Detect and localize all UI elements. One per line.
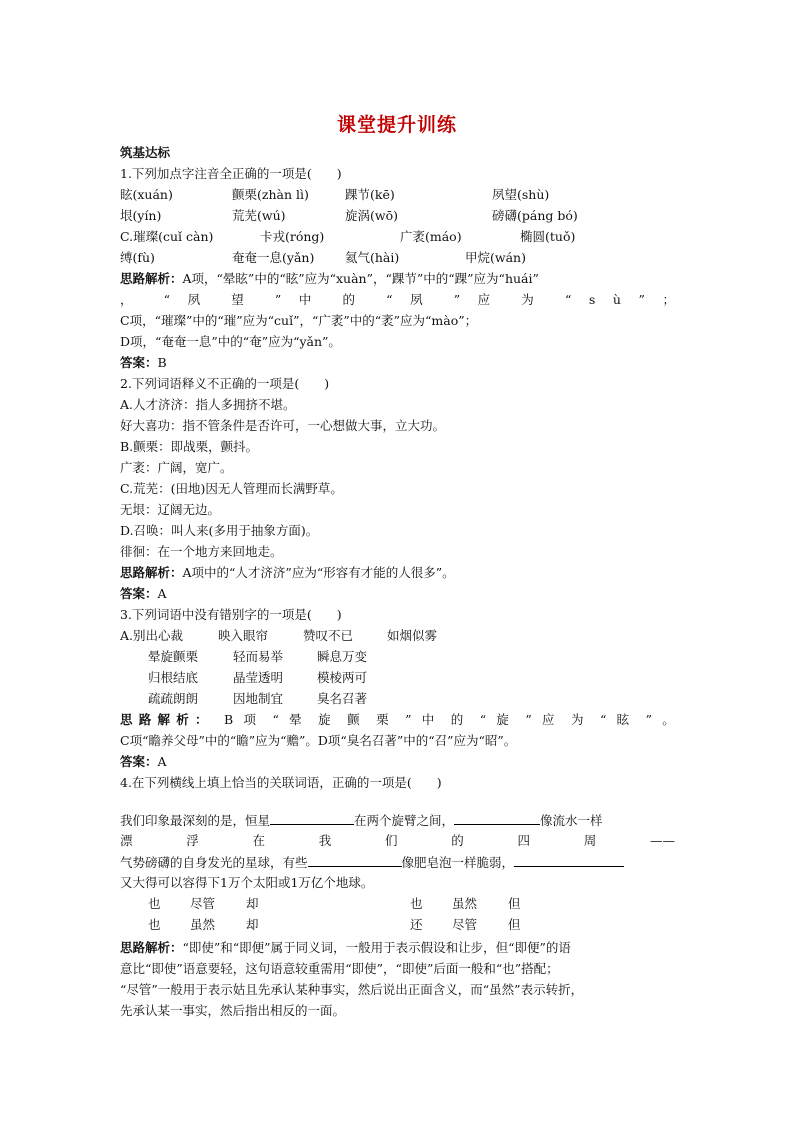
q3-item: 臭名召著	[317, 691, 368, 706]
analysis-char: 中	[298, 292, 325, 307]
passage-char: 在	[252, 833, 290, 848]
q1-analysis-justified	[120, 292, 675, 308]
analysis-text: “即使”和“即便”属于同义词，一般用于表示假设和让步，但“即便”的语	[182, 940, 571, 955]
q3-item: A.别出心裁	[120, 628, 184, 643]
analysis-char: ，	[120, 292, 147, 307]
analysis-char: 为	[521, 292, 548, 307]
q4-option-word: 也	[148, 917, 161, 932]
analysis-char: 眩	[616, 712, 636, 727]
q1-item: 磅礴(páng bó)	[492, 208, 578, 223]
q3-analysis-justified	[120, 712, 675, 728]
q3-analysis-line: C项“瞻养父母”中的“瞻”应为“赡”。D项“臭名召著”中的“召”应为“昭”。	[120, 733, 517, 748]
analysis-char: ”	[274, 292, 282, 307]
analysis-char: 旋	[318, 712, 337, 727]
page-title: 课堂提升训练	[336, 114, 457, 136]
analysis-char: “	[163, 292, 171, 307]
q4-option-word: 却	[246, 896, 259, 911]
q3-item: 因地制宜	[233, 691, 284, 706]
q3-answer	[120, 754, 167, 770]
answer-label: 答案：	[120, 586, 158, 601]
analysis-char: 颤	[347, 712, 366, 727]
analysis-char: “	[564, 292, 572, 307]
q4-option-word: 也	[410, 896, 423, 911]
q3-item: 疏疏朗朗	[148, 691, 199, 706]
q4-analysis-line: “尽管”一般用于表示姑且先承认某种事实，然后说出正面含义，而“虽然”表示转折，	[120, 982, 584, 997]
q1-stem: 1.下列加点字注音全正确的一项是( )	[120, 166, 342, 181]
q2-line: C.荒芜：(田地)因无人管理而长满野草。	[120, 481, 343, 496]
q4-passage-line: 又大得可以容得下1万个太阳或1万亿个地球。	[120, 875, 374, 890]
q4-stem: 4.在下列横线上填上恰当的关联词语，正确的一项是( )	[120, 775, 442, 790]
q2-line: 广袤：广阔，宽广。	[120, 460, 233, 475]
passage-char: 的	[451, 833, 489, 848]
passage-char: 浮	[186, 833, 224, 848]
q2-line: 无垠：辽阔无边。	[120, 502, 221, 517]
q4-option-word: 却	[246, 917, 259, 932]
q4-text: 在两个旋臂之间，	[354, 813, 455, 828]
analysis-char: 中	[421, 712, 441, 727]
q4-option-word: 尽管	[452, 917, 478, 932]
analysis-char: 旋	[496, 712, 516, 727]
passage-char: 我	[318, 833, 357, 848]
analysis-char: “	[479, 712, 487, 727]
analysis-char: “	[386, 292, 393, 307]
analysis-char: ”	[638, 292, 645, 307]
q4-text: 像肥皂泡一样脆弱，	[401, 855, 515, 870]
analysis-char: 夙	[187, 292, 214, 307]
fill-blank-2[interactable]	[454, 812, 540, 825]
section-heading: 筑基达标	[120, 145, 171, 160]
q4-option-word: 也	[148, 896, 161, 911]
analysis-char: 望	[231, 292, 258, 307]
q3-item: 归根结底	[148, 670, 199, 685]
q4-text: 像流水一样	[540, 813, 603, 828]
answer-value: A	[157, 586, 167, 601]
q1-item: 荒芜(wú)	[232, 208, 286, 223]
passage-char: ——	[650, 833, 675, 848]
analysis-label: 思路解析：	[120, 271, 183, 286]
q1-item: 踝节(kē)	[345, 187, 395, 202]
q3-item: 如烟似雾	[387, 628, 438, 643]
q4-text: 气势磅礴的自身发光的星球，有些	[120, 855, 308, 870]
q3-item: 瞬息万变	[317, 649, 368, 664]
answer-value: A	[157, 754, 167, 769]
q4-option-word: 虽然	[190, 917, 216, 932]
analysis-char: ；	[662, 292, 675, 307]
fill-blank-4[interactable]	[514, 854, 624, 867]
analysis-text: A项，“晕眩”中的“眩”应为“xuàn”，“踝节”中的“踝”应为“huái”	[182, 271, 539, 286]
answer-label: 答案：	[120, 754, 158, 769]
analysis-char: ”	[405, 712, 412, 727]
analysis-label: 思路解析：	[120, 565, 183, 580]
q1-item: 椭圆(tuǒ)	[520, 229, 576, 244]
q3-item: 模棱两可	[317, 670, 368, 685]
q4-text: 我们印象最深刻的是，恒星	[120, 813, 271, 828]
q1-analysis-line: C项，“璀璨”中的“璀”应为“cuǐ”，“广袤”中的“袤”应为“mào”；	[120, 313, 478, 328]
analysis-char: ù	[612, 292, 621, 307]
analysis-char: “	[272, 712, 279, 727]
q2-line: B.颤栗：即战栗，颤抖。	[120, 439, 259, 454]
q1-analysis-line: D项，“奄奄一息”中的“奄”应为“yǎn”。	[120, 334, 341, 349]
analysis-char: s	[588, 292, 596, 307]
q1-item: 垠(yín)	[120, 208, 162, 223]
answer-value: B	[157, 355, 167, 370]
q4-option-word: 尽管	[190, 896, 216, 911]
analysis-char: 。	[662, 712, 675, 727]
fill-blank-3[interactable]	[308, 854, 402, 867]
analysis-char: 的	[450, 712, 470, 727]
q1-analysis	[120, 271, 539, 287]
q1-item: 缚(fù)	[120, 250, 155, 265]
q2-line: A.人才济济：指人多拥挤不堪。	[120, 397, 296, 412]
q4-analysis-line: 先承认某一事实，然后指出相反的一面。	[120, 1003, 346, 1018]
q4-passage-line	[120, 854, 624, 871]
q4-analysis-line: 意比“即使”语意要轻，这句语意较重需用“即使”，“即使”后面一般和“也”搭配；	[120, 961, 559, 976]
analysis-label: 思路解析：	[120, 940, 183, 955]
analysis-char: 栗	[376, 712, 395, 727]
q1-item: 氦气(hài)	[345, 250, 400, 265]
q1-item: C.璀璨(cuǐ càn)	[120, 229, 214, 244]
q3-item: 赞叹不已	[303, 628, 354, 643]
q3-item: 晕旋颤栗	[148, 649, 199, 664]
q1-item: 夙望(shù)	[492, 187, 550, 202]
q1-item: 甲烷(wán)	[465, 250, 526, 265]
q1-item: 眩(xuán)	[120, 187, 173, 202]
passage-char: 们	[385, 833, 423, 848]
analysis-char: B	[224, 712, 234, 727]
q1-item: 广袤(máo)	[400, 229, 462, 244]
q2-line: 好大喜功：指不管条件是否许可，一心想做大事，立大功。	[120, 418, 446, 433]
q2-analysis	[120, 565, 455, 581]
analysis-char: “	[599, 712, 607, 727]
analysis-char: ”	[525, 712, 532, 727]
q3-item: 晶莹透明	[233, 670, 284, 685]
analysis-label: 思路解析：	[120, 712, 214, 727]
q3-item: 轻而易举	[233, 649, 284, 664]
q4-option-word: 但	[508, 917, 521, 932]
q2-line: D.召唤：叫人来(多用于抽象方面)。	[120, 523, 319, 538]
analysis-char: ”	[453, 292, 461, 307]
q1-item: 卡戎(róng)	[260, 229, 325, 244]
passage-char: 周	[583, 833, 622, 848]
analysis-char: ”	[645, 712, 652, 727]
analysis-char: 的	[342, 292, 369, 307]
q1-answer	[120, 355, 167, 371]
q3-stem: 3.下列词语中没有错别字的一项是( )	[120, 607, 342, 622]
q2-stem: 2.下列词语释义不正确的一项是( )	[120, 376, 330, 391]
q2-line: 徘徊：在一个地方来回地走。	[120, 544, 283, 559]
passage-char: 四	[517, 833, 555, 848]
analysis-char: 应	[477, 292, 504, 307]
analysis-char: 晕	[289, 712, 308, 727]
q1-item: 旋涡(wō)	[345, 208, 398, 223]
analysis-char: 夙	[410, 292, 437, 307]
q4-passage-justified	[120, 833, 675, 849]
analysis-text: A项中的“人才济济”应为“形容有才能的人很多”。	[182, 565, 455, 580]
q4-analysis	[120, 940, 571, 956]
passage-char: 漂	[120, 833, 158, 848]
analysis-char: 项	[243, 712, 263, 727]
q2-answer	[120, 586, 167, 602]
q4-option-word: 虽然	[452, 896, 478, 911]
q4-option-word: 还	[410, 917, 423, 932]
analysis-char: 应	[541, 712, 561, 727]
analysis-char: 为	[570, 712, 590, 727]
answer-label: 答案：	[120, 355, 158, 370]
q4-option-word: 但	[508, 896, 521, 911]
q1-item: 颤栗(zhàn lì)	[232, 187, 309, 202]
q3-item: 映入眼帘	[218, 628, 269, 643]
q1-item: 奄奄一息(yǎn)	[232, 250, 315, 265]
q4-passage-line	[120, 812, 603, 829]
fill-blank-1[interactable]	[270, 812, 354, 825]
